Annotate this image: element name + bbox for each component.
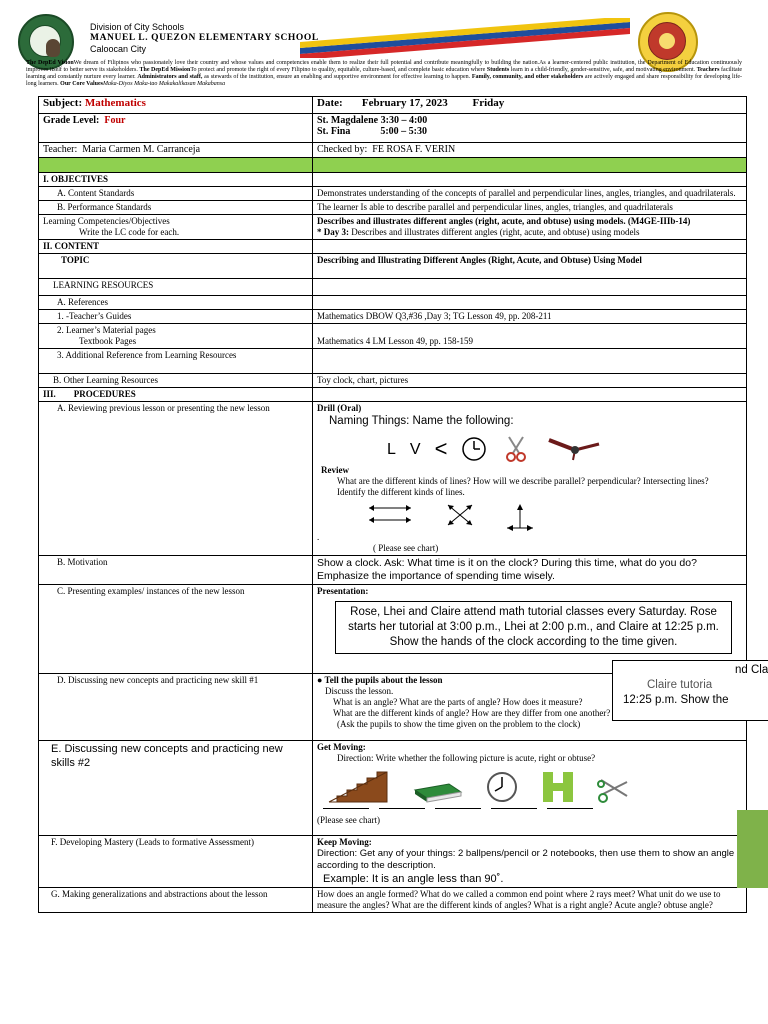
checked-by-cell: Checked by: FE ROSA F. VERIN [313,143,747,158]
content-standards-label: A. Content Standards [39,187,313,201]
subject-row [39,97,747,114]
identify-lines-prompt: Identify the different kinds of lines. [337,487,465,497]
division-name: Division of City Schools [90,22,185,32]
other-resources-row [39,374,747,388]
checker-name: FE ROSA F. VERIN [372,144,456,155]
topic-value: Describing and Illustrating Different Angles (Right, Acute, and Obtuse) Using Model [313,254,747,279]
content-heading: II. CONTENT [39,240,313,254]
teacher-name: Maria Carmen M. Carranceja [82,144,201,155]
letter-l: L [387,440,396,458]
angle-pictures-row [327,770,742,804]
subject-cell: Subject: Mathematics [39,97,313,114]
content-standards-value: Demonstrates understanding of the concepts of parallel and perpendicular lines, angles, triangles, and quadrilaterals. [313,187,747,201]
schedule-cell [313,114,747,143]
procedure-f-label: F. Developing Mastery (Leads to formative Assessment) [39,836,313,888]
competencies-value: Describes and illustrates different angles (right, acute, and obtuse) using models. (M4GE-IIIb-14) * Day 3: Describes and illustrates different angles (right, acute, and obtuse) using models [313,215,747,240]
city-name: Caloocan City [90,44,147,54]
keep-moving-direction: Direction: Get any of your things: 2 ballpens/pencil or 2 notebooks, then use them to show an angle according to the description. [317,848,735,871]
procedure-b-label: B. Motivation [39,556,313,585]
references-label: A. References [39,296,313,310]
teachers-guide-row [39,310,747,324]
procedure-e-content [313,741,747,836]
wall-clock-icon [485,770,519,804]
procedure-e-row [39,741,747,836]
tell-pupils-heading: ● Tell the pupils about the lesson [317,675,443,685]
competencies-label: Learning Competencies/Objectives Write the LC code for each. [39,215,313,240]
topic-row [39,254,747,279]
procedures-heading: III. PROCEDURES [39,388,313,402]
ceiling-fan-icon [545,436,601,462]
flag-stripes-decoration [300,18,630,58]
green-separator-row [39,158,747,173]
procedures-heading-row [39,388,747,402]
open-scissors-icon [597,776,631,804]
lesson-plan-table [38,96,747,913]
keep-moving-heading: Keep Moving: [317,837,372,847]
references-row [39,296,747,310]
review-heading: Review [321,465,349,475]
see-chart-note-2: (Please see chart) [317,815,380,825]
topic-label: TOPIC [39,254,313,279]
scissors-icon [501,435,531,463]
procedure-d-label: D. Discussing new concepts and practicing new skill #1 [39,674,313,741]
date-cell: Date: February 17, 2023 Friday [313,97,747,114]
procedure-f-content [313,836,747,888]
less-than-symbol: < [434,436,448,461]
clock-icon [461,436,487,462]
schedule-line-1: St. Magdalene 3:30 – 4:00 [317,115,428,126]
see-chart-note-1: ( Please see chart) [373,543,439,553]
content-heading-row [39,240,747,254]
procedure-g-row [39,888,747,913]
learning-resources-row [39,279,747,296]
school-name: MANUEL L. QUEZON ELEMENTARY SCHOOL [90,33,319,43]
procedure-b-row [39,556,747,585]
perpendicular-lines-icon [505,502,535,532]
letter-h-shape-icon [541,770,575,804]
teachers-guide-label: 1. -Teacher’s Guides [39,310,313,324]
presentation-heading: Presentation: [317,586,369,596]
other-resources-value: Toy clock, chart, pictures [313,374,747,388]
procedure-b-value: Show a clock. Ask: What time is it on the clock? During this time, what do you do? Emphasize the importance of spending time wisely. [313,556,747,585]
grade-cell: Grade Level: Four [39,114,313,143]
letter-v: V [409,440,421,458]
drill-heading: Drill (Oral) [317,403,362,413]
additional-reference-label: 3. Additional Reference from Learning Resources [39,349,313,374]
subject-value: Mathematics [84,97,146,109]
other-resources-label: B. Other Learning Resources [39,374,313,388]
content-standards-row [39,187,747,201]
competencies-row [39,215,747,240]
procedure-f-row [39,836,747,888]
staircase-picture-icon [327,770,389,804]
grade-value: Four [104,115,126,126]
green-book-icon [411,780,463,804]
stray-dot: . [317,532,320,542]
textbook-value: Mathematics 4 LM Lesson 49, pp. 158-159 [313,324,747,349]
answer-blanks [323,804,742,809]
performance-standards-label: B. Performance Standards [39,201,313,215]
schedule-line-2: St. Fina 5:00 – 5:30 [317,126,428,137]
discussion-question-1: What is an angle? What are the parts of angle? How does it measure? [333,697,583,707]
naming-icons-row [387,435,742,463]
grade-row [39,114,747,143]
green-side-block [737,810,768,888]
get-moving-heading: Get Moving: [317,742,366,752]
discussion-question-2: What are the different kinds of angle? How are they differ from one another? [333,708,611,718]
procedure-a-label: A. Reviewing previous lesson or presenting the new lesson [39,402,313,556]
intersecting-lines-icon [445,502,475,528]
objectives-heading-row [39,173,747,187]
procedure-g-label: G. Making generalizations and abstractions about the lesson [39,888,313,913]
get-moving-direction: Direction: Write whether the following picture is acute, right or obtuse? [337,753,596,763]
date-value: February 17, 2023 [361,97,448,109]
line-types-icons [365,502,742,532]
learning-resources-label: LEARNING RESOURCES [39,279,313,296]
review-questions: What are the different kinds of lines? How will we describe parallel? perpendicular? Intersecting lines? [337,476,709,486]
additional-reference-row [39,349,747,374]
learners-material-row [39,324,747,349]
teacher-cell: Teacher: Maria Carmen M. Carranceja [39,143,313,158]
teachers-guide-value: Mathematics DBOW Q3,#36 ,Day 3; TG Lesson 49, pp. 208-211 [313,310,747,324]
vision-mission-statement: The DepEd VisionWe dream of Filipinos who passionately love their country and whose values and competencies enable them to realize their full potential and contribute meaningfully to building the nation.As a learner-centered public institution, the Department of Education continuously improves itself to better serve its stakeholders. The DepEd MissionTo protect and promote the right of every Filipino to quality, equitable, culture-based, and complete basic education where Students learn in a child-friendly, gender-sensitive, safe, and motivating environment. Teachers facilitate learning and constantly nurture every learner. Administrators and staff, as stewards of the institution, ensure an enabling and supportive environment for effective learning to happen. Family, community, and other stakeholders are actively engaged and share responsibility for developing life-long learners. Our Core ValuesMaka-Diyos Maka-tao Makakalikasan Makabansa [26,60,743,87]
performance-standards-value: The learner Is able to describe parallel and perpendicular lines, angles, triangles, and quadrilaterals [313,201,747,215]
performance-standards-row [39,201,747,215]
procedure-a-content [313,402,747,556]
procedure-g-value: How does an angle formed? What do we called a common end point where 2 rays meet? What unit do we use to measure the angles? What are the different kinds of angles? What is a right angle? Acute angle? obtuse angle? [313,888,747,913]
angle-example: Example: It is an angle less than 90˚. [323,873,504,885]
day-value: Friday [472,97,505,109]
discuss-lesson: Discuss the lesson. [325,686,394,696]
naming-things-prompt: Naming Things: Name the following: [329,415,514,427]
procedure-e-label: E. Discussing new concepts and practicing new skills #2 [39,741,313,836]
learners-material-label: 2. Learner’s Material pages Textbook Pages [39,324,313,349]
overflow-tutorial-box-fragment: nd Cla Claire tutoria 12:25 p.m. Show the [612,660,768,721]
discussion-instruction: (Ask the pupils to show the time given on the problem to the clock) [337,719,581,729]
school-info [90,22,319,55]
procedure-a-row [39,402,747,556]
objectives-heading: I. OBJECTIVES [39,173,313,187]
parallel-lines-icon [365,502,415,526]
teacher-row [39,143,747,158]
tutorial-word-problem-box: Rose, Lhei and Claire attend math tutorial classes every Saturday. Rose starts her tutorial at 3:00 p.m., Lhei at 2:00 p.m., and Claire at 12:25 p.m. Show the hands of the clock according to the time given. [335,601,732,654]
procedure-c-label: C. Presenting examples/ instances of the new lesson [39,585,313,674]
letterhead [0,0,768,100]
